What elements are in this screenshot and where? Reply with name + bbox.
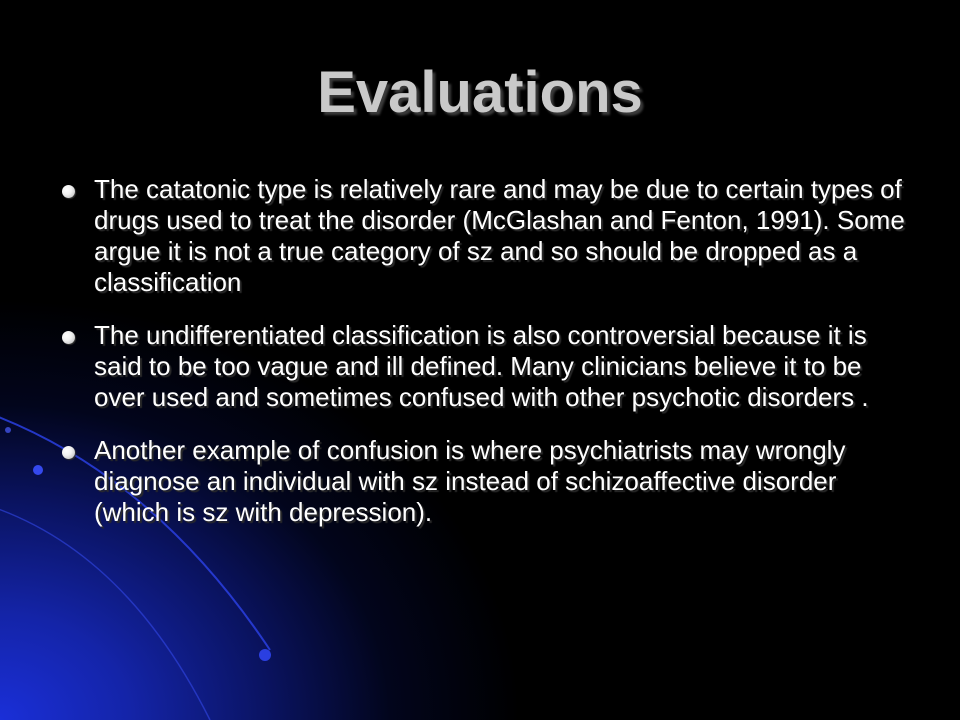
decorative-dot <box>259 649 271 661</box>
bullet-item <box>60 320 910 413</box>
round-bullet-icon <box>62 446 75 459</box>
round-bullet-icon <box>62 331 75 344</box>
bullet-text: The catatonic type is relatively rare and may be due to certain types of drugs used to treat the disorder (McGlashan and Fenton, 1991). Some argue it is not a true category of sz and so should be dropped as a classification <box>94 174 905 297</box>
decorative-dot <box>33 465 43 475</box>
bullet-item <box>60 174 910 298</box>
bullet-item <box>60 435 910 528</box>
round-bullet-icon <box>62 185 75 198</box>
bullet-list <box>60 174 910 550</box>
decorative-dot <box>5 427 11 433</box>
bullet-text: Another example of confusion is where psychiatrists may wrongly diagnose an individual with sz instead of schizoaffective disorder (which is sz with depression). <box>94 435 846 527</box>
bullet-text: The undifferentiated classification is also controversial because it is said to be too vague and ill defined. Many clinicians believe it to be over used and sometimes confused with other psychotic disorders . <box>94 320 869 412</box>
slide-title: Evaluations <box>317 60 643 125</box>
